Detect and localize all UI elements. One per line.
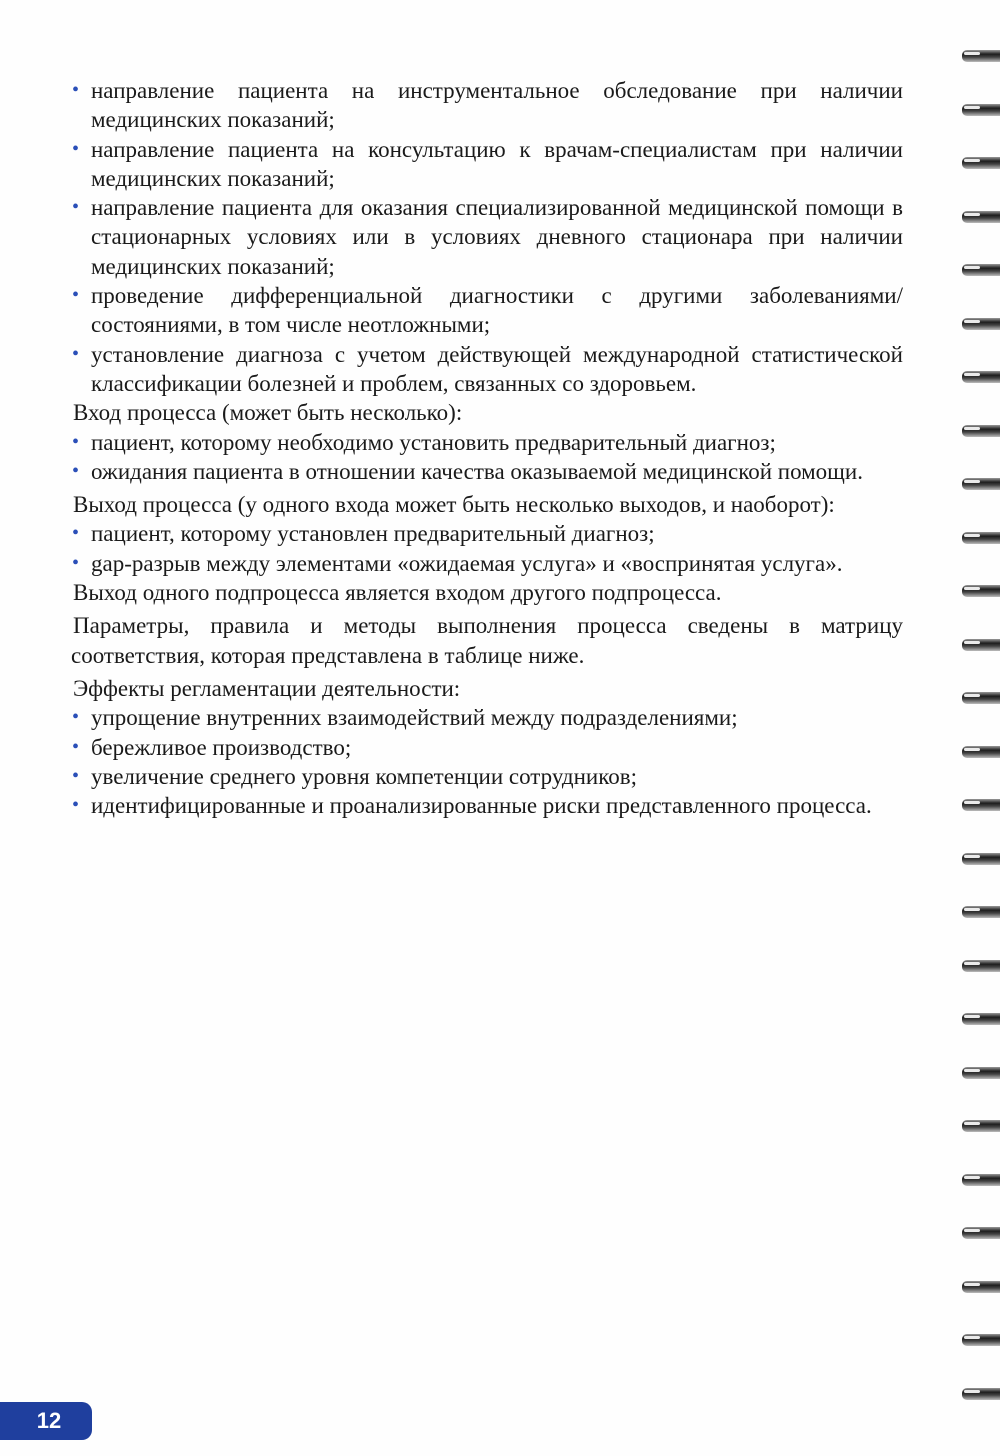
spiral-ring bbox=[962, 692, 1000, 704]
list-item bbox=[71, 340, 903, 399]
intro-list bbox=[71, 76, 903, 398]
list-item bbox=[71, 193, 903, 281]
spiral-ring bbox=[962, 639, 1000, 651]
output-heading: Выход процесса (у одного входа может быть несколько выходов, и наоборот): bbox=[73, 492, 835, 518]
subprocess-note: Выход одного подпроцесса является входом другого подпроцесса. bbox=[73, 580, 722, 606]
list-item-text: пациент, которому установлен предварительный диагноз; bbox=[91, 521, 655, 547]
list-item bbox=[71, 76, 903, 135]
list-item-text: бережливое производство; bbox=[91, 734, 352, 760]
spiral-ring bbox=[962, 1013, 1000, 1025]
bullet-icon: • bbox=[72, 284, 80, 307]
spiral-ring bbox=[962, 1334, 1000, 1346]
list-item bbox=[71, 791, 903, 820]
bullet-icon: • bbox=[72, 735, 80, 758]
list-item bbox=[71, 549, 903, 578]
list-item bbox=[71, 281, 903, 340]
spiral-ring bbox=[962, 478, 1000, 490]
bullet-icon: • bbox=[72, 522, 80, 545]
bullet-icon: • bbox=[72, 430, 80, 453]
spiral-ring bbox=[962, 799, 1000, 811]
spiral-ring bbox=[962, 1388, 1000, 1400]
bullet-icon: • bbox=[72, 137, 80, 160]
bullet-icon: • bbox=[72, 764, 80, 787]
list-item bbox=[71, 703, 903, 732]
list-item bbox=[71, 135, 903, 194]
bullet-icon: • bbox=[72, 342, 80, 365]
spiral-ring bbox=[962, 1120, 1000, 1132]
list-item-text: пациент, которому необходимо установить предварительный диагноз; bbox=[91, 429, 776, 455]
list-item-text: проведение дифференциальной диагностики с другими заболеваниями/состояниями, в том числе неотложными; bbox=[91, 283, 903, 338]
bullet-icon: • bbox=[72, 551, 80, 574]
spiral-ring bbox=[962, 960, 1000, 972]
spiral-ring bbox=[962, 853, 1000, 865]
effects-list bbox=[71, 703, 903, 820]
list-item bbox=[71, 519, 903, 548]
bullet-icon: • bbox=[72, 459, 80, 482]
spiral-ring bbox=[962, 264, 1000, 276]
spiral-ring bbox=[962, 50, 1000, 62]
list-item-text: направление пациента для оказания специализированной медицинской помощи в стационарных условиях или в условиях дневного стационара при наличии медицинских показаний; bbox=[91, 195, 903, 279]
spiral-ring bbox=[962, 318, 1000, 330]
spiral-ring bbox=[962, 104, 1000, 116]
list-item bbox=[71, 457, 903, 486]
list-item-text: идентифицированные и проанализированные риски представленного процесса. bbox=[91, 793, 872, 819]
list-item bbox=[71, 733, 903, 762]
list-item-text: gap-разрыв между элементами «ожидаемая услуга» и «воспринятая услуга». bbox=[91, 550, 843, 576]
spiral-ring bbox=[962, 746, 1000, 758]
bullet-icon: • bbox=[72, 196, 80, 219]
spiral-binding bbox=[952, 40, 1000, 1440]
spiral-ring bbox=[962, 532, 1000, 544]
spiral-ring bbox=[962, 1067, 1000, 1079]
parameters-note: Параметры, правила и методы выполнения процесса сведены в матрицу соответствия, которая представлена в таблице ниже. bbox=[71, 613, 903, 668]
spiral-ring bbox=[962, 1281, 1000, 1293]
input-list bbox=[71, 428, 903, 487]
effects-heading: Эффекты регламентации деятельности: bbox=[73, 675, 461, 701]
output-list bbox=[71, 519, 903, 578]
bullet-icon: • bbox=[72, 706, 80, 729]
list-item-text: упрощение внутренних взаимодействий между подразделениями; bbox=[91, 705, 738, 731]
bullet-icon: • bbox=[72, 79, 80, 101]
list-item-text: установление диагноза с учетом действующей международной статистической классификации болезней и проблем, связанных со здоровьем. bbox=[91, 341, 903, 396]
list-item-text: направление пациента на консультацию к врачам-специалистам при наличии медицинских показаний; bbox=[91, 136, 903, 191]
spiral-ring bbox=[962, 585, 1000, 597]
input-heading: Вход процесса (может быть несколько): bbox=[73, 400, 463, 426]
spiral-ring bbox=[962, 371, 1000, 383]
spiral-ring bbox=[962, 1174, 1000, 1186]
list-item-text: увеличение среднего уровня компетенции сотрудников; bbox=[91, 763, 637, 789]
list-item bbox=[71, 428, 903, 457]
spiral-ring bbox=[962, 1227, 1000, 1239]
page-number-badge: 12 bbox=[0, 1402, 92, 1440]
spiral-ring bbox=[962, 906, 1000, 918]
list-item-text: направление пациента на инструментальное обследование при наличии медицинских показаний; bbox=[91, 78, 903, 133]
bullet-icon: • bbox=[72, 794, 80, 817]
spiral-ring bbox=[962, 211, 1000, 223]
list-item-text: ожидания пациента в отношении качества оказываемой медицинской помощи. bbox=[91, 458, 863, 484]
spiral-ring bbox=[962, 425, 1000, 437]
page-body bbox=[71, 76, 903, 820]
spiral-ring bbox=[962, 157, 1000, 169]
list-item bbox=[71, 762, 903, 791]
